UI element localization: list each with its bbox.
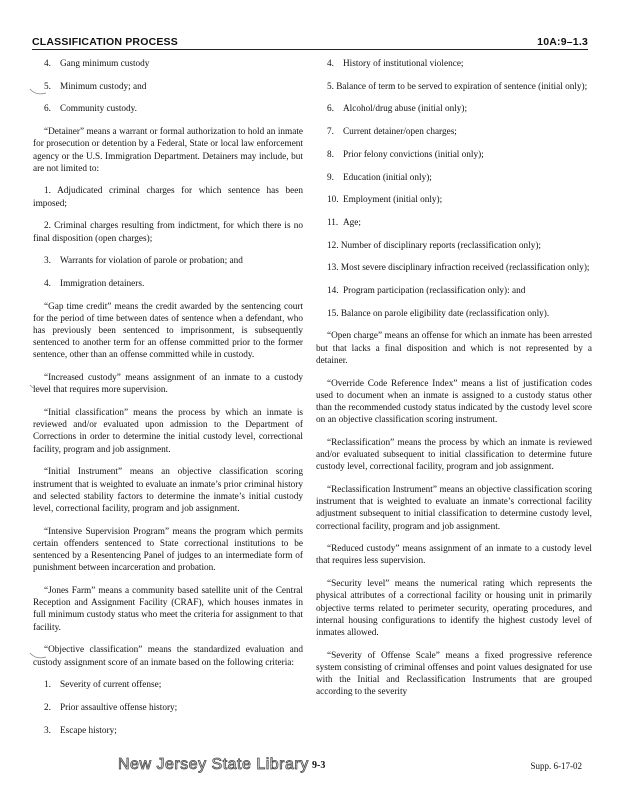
list-item: 13. Most severe disciplinary infraction received (reclassification only); xyxy=(327,263,590,274)
margin-mark xyxy=(28,86,50,98)
margin-mark xyxy=(28,650,50,662)
list-item xyxy=(33,725,303,737)
list-item xyxy=(33,255,303,267)
item-number: 1. xyxy=(44,680,51,691)
definition-paragraph: “Reduced custody” means assignment of an inmate to a custody level that requires less supervision. xyxy=(316,544,592,567)
item-number: 14. xyxy=(327,286,339,297)
item-text: Prior felony convictions (initial only); xyxy=(343,149,484,160)
supplement-date: Supp. 6-17-02 xyxy=(530,761,582,771)
definition-paragraph: “Initial classification” means the process by which an inmate is reviewed and/or evaluated upon admission to the Department of Corrections in order to determine the initial custody level, correctional facility, program and job assignment. xyxy=(33,408,303,455)
definition-paragraph: “Open charge” means an offense for which an inmate has been arrested but that lacks a final disposition and which is not represented by a detainer. xyxy=(316,331,592,366)
header-title: CLASSIFICATION PROCESS xyxy=(32,36,178,48)
item-text: Severity of current offense; xyxy=(60,680,162,691)
item-text: Escape history; xyxy=(60,725,117,736)
list-item xyxy=(33,278,303,290)
list-item: 12. Number of disciplinary reports (reclassification only); xyxy=(327,240,541,251)
item-text: Prior assaultive offense history; xyxy=(60,702,178,713)
item-number: 4. xyxy=(44,59,51,69)
list-item xyxy=(316,172,592,184)
list-item xyxy=(316,194,592,206)
definition-paragraph: “Objective classification” means the standardized evaluation and custody assignment score of an inmate based on the following criteria: xyxy=(33,645,303,668)
item-text: Program participation (reclassification only): and xyxy=(343,286,526,297)
list-item xyxy=(316,149,592,161)
item-number: 5. xyxy=(44,81,51,92)
item-number: 4. xyxy=(44,278,51,289)
list-item xyxy=(316,217,592,229)
list-item xyxy=(316,103,592,115)
item-number: 2. xyxy=(44,702,51,713)
definition-paragraph: “Severity of Offense Scale” means a fixed progressive reference system consisting of criminal offenses and point values designated for use with the Initial and Reclassification Instruments that are grouped according to the severity xyxy=(316,650,592,698)
definition-paragraph: “Detainer” means a warrant or formal authorization to hold an inmate for prosecution or detention by a Federal, State or local law enforcement agency or the U.S. Immigration Department. Detainers may include, but are not limited to: xyxy=(33,127,303,174)
item-number: 9. xyxy=(327,172,334,183)
item-text: Education (initial only); xyxy=(343,172,432,183)
page-header xyxy=(32,36,588,50)
item-text: Minimum custody; and xyxy=(60,81,147,92)
list-item: 1. Adjudicated criminal charges for which sentence has been imposed; xyxy=(33,186,303,209)
list-item xyxy=(316,58,592,70)
item-text: Immigration detainers. xyxy=(60,278,145,289)
item-number: 4. xyxy=(327,59,334,69)
item-text: Alcohol/drug abuse (initial only); xyxy=(343,104,468,115)
definition-paragraph: “Reclassification” means the process by which an inmate is reviewed and/or evaluated subsequent to initial classification to determine future custody level, correctional facility, program and job assignment. xyxy=(316,437,592,473)
item-number: 6. xyxy=(44,104,51,115)
definition-paragraph: “Initial Instrument” means an objective classification scoring instrument that is weighted to evaluate an inmate’s prior criminal history and selected stability factors to determine the inmate’s initial custody level, correctional facility, program and job assignment. xyxy=(33,467,303,514)
margin-mark xyxy=(28,382,50,394)
definition-paragraph: “Increased custody” means assignment of an inmate to a custody level that requires more supervision. xyxy=(33,373,303,396)
item-number: 7. xyxy=(327,127,334,138)
list-item xyxy=(316,285,592,297)
item-number: 3. xyxy=(44,725,51,736)
list-item xyxy=(33,679,303,691)
item-number: 6. xyxy=(327,104,334,115)
definition-paragraph: “Intensive Supervision Program” means the program which permits certain offenders sentenced to State correctional institutions to be sentenced by a Resentencing Panel of judges to an intermediate form of punishment between incarceration and probation. xyxy=(33,526,303,574)
list-item xyxy=(33,103,303,115)
item-text: History of institutional violence; xyxy=(343,59,464,69)
item-number: 11. xyxy=(327,217,339,228)
page-number: 9-3 xyxy=(312,760,326,771)
item-number: 8. xyxy=(327,149,334,160)
right-column xyxy=(316,58,592,709)
list-item xyxy=(33,702,303,714)
list-item: 15. Balance on parole eligibility date (reclassification only). xyxy=(327,308,550,319)
list-item xyxy=(33,58,303,70)
item-text: Employment (initial only); xyxy=(343,195,443,206)
definition-paragraph: “Security level” means the numerical rating which represents the physical attributes of a correctional facility or housing unit in primarily objective terms related to perimeter security, operating procedures, and internal housing configurations to identify the highest custody level of inmates allowed. xyxy=(316,579,592,638)
header-section: 10A:9–1.3 xyxy=(537,36,588,48)
item-text: Warrants for violation of parole or probation; and xyxy=(60,256,243,267)
item-text: Gang minimum custody xyxy=(60,59,150,69)
item-text: Age; xyxy=(343,217,361,228)
item-text: Current detainer/open charges; xyxy=(343,127,457,138)
list-item xyxy=(33,81,303,93)
item-text: Community custody. xyxy=(60,104,137,115)
definition-paragraph: “Reclassification Instrument” means an objective classification scoring instrument that is weighted to evaluate an inmate’s correctional facility adjustment subsequent to initial classification to determine custody level, correctional facility, program and job assignment. xyxy=(316,484,592,532)
item-number: 3. xyxy=(44,256,51,267)
list-item: 2. Criminal charges resulting from indictment, for which there is no final disposition (open charges); xyxy=(33,221,303,244)
definition-paragraph: “Jones Farm” means a community based satellite unit of the Central Reception and Assignment Facility (CRAF), which houses inmates in full minimum custody status who meet the criteria for assignment to that facility. xyxy=(33,586,303,633)
definition-paragraph: “Gap time credit” means the credit awarded by the sentencing court for the period of time between dates of sentence when a defendant, who has previously been sentenced to imprisonment, is subsequently sentenced to another term for an offense committed prior to the former sentence, other than an offense committed while in custody. xyxy=(33,301,303,361)
list-item xyxy=(316,126,592,138)
item-number: 10. xyxy=(327,195,339,206)
left-column xyxy=(33,58,303,747)
library-stamp: New Jersey State Library xyxy=(118,756,309,773)
list-item: 5. Balance of term to be served to expiration of sentence (initial only); xyxy=(327,81,588,92)
definition-paragraph: “Override Code Reference Index” means a list of justification codes used to document when an inmate is assigned to a custody status other than the recommended custody status indicated by the custody level score on an objective classification scoring instrument. xyxy=(316,378,592,426)
